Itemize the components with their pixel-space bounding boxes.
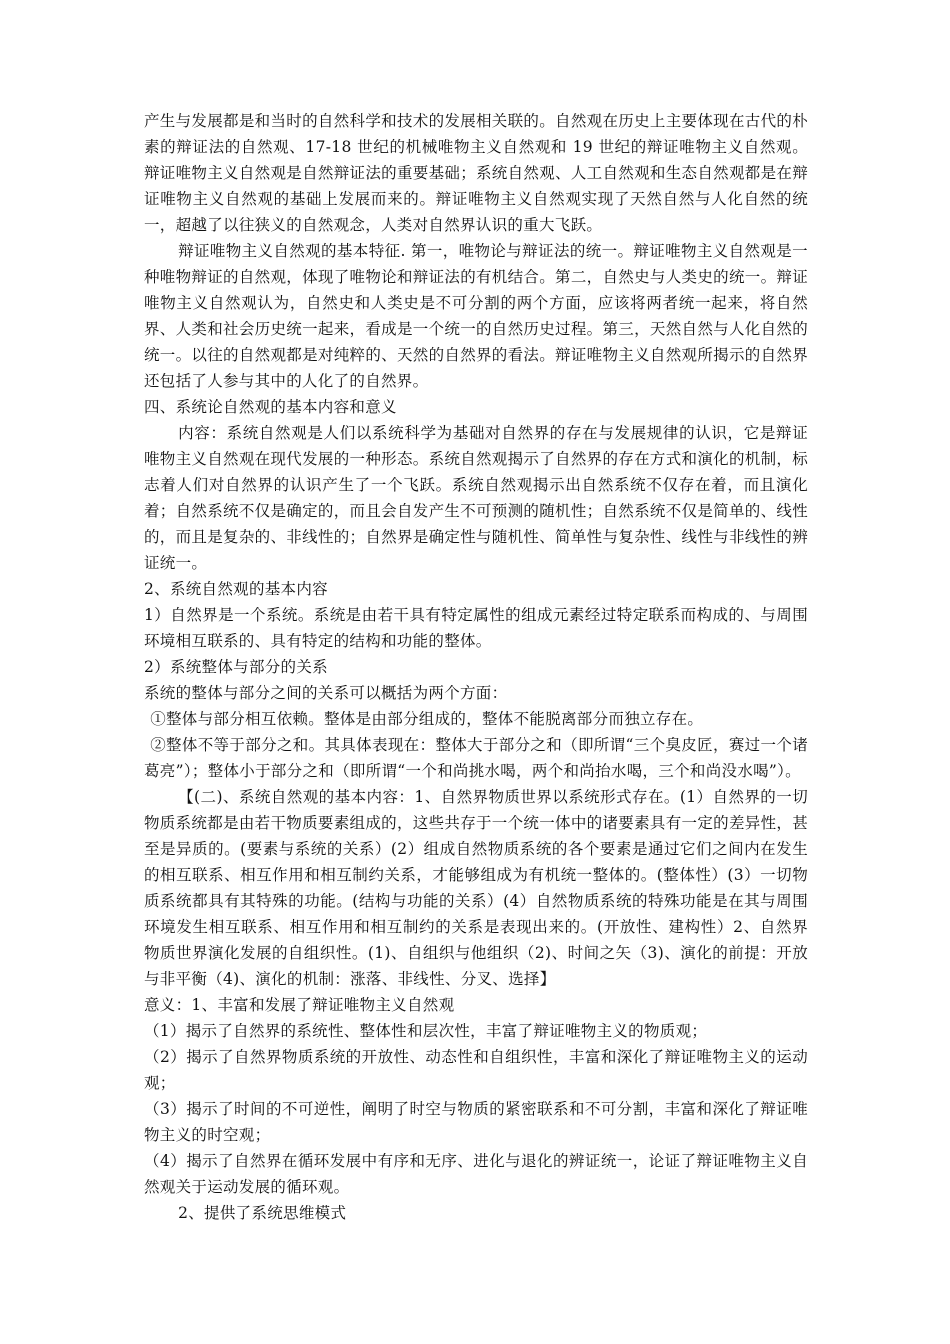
list-item-mutual-dependence: ①整体与部分相互依赖。整体是由部分组成的，整体不能脱离部分而独立存在。 <box>150 710 704 728</box>
list-item-significance-3: （3）揭示了时间的不可逆性，阐明了时空与物质的紧密联系和不可分割，丰富和深化了辩证唯物主义的时空观； <box>144 1100 808 1144</box>
section-heading-four: 四、系统论自然观的基本内容和意义 <box>144 398 397 416</box>
subheading-system-thinking: 2、提供了系统思维模式 <box>178 1204 347 1222</box>
list-item-significance-2: （2）揭示了自然界物质系统的开放性、动态性和自组织性，丰富和深化了辩证唯物主义的运动观； <box>144 1048 808 1092</box>
list-item-whole-not-sum: ②整体不等于部分之和。其具体表现在：整体大于部分之和（即所谓“三个臭皮匠，赛过一个诸葛亮”）；整体小于部分之和（即所谓“一个和尚挑水喝，两个和尚抬水喝，三个和尚没水喝”）。 <box>144 736 808 780</box>
document-body <box>144 108 808 1226</box>
subheading-basic-content: 2、系统自然观的基本内容 <box>144 580 328 598</box>
list-item-significance-4: （4）揭示了自然界在循环发展中有序和无序、进化与退化的辨证统一，论证了辩证唯物主义自然观关于运动发展的循环观。 <box>144 1152 808 1196</box>
paragraph-content-definition: 内容：系统自然观是人们以系统科学为基础对自然界的存在与发展规律的认识，它是辩证唯物主义自然观在现代发展的一种形态。系统自然观揭示了自然界的存在方式和演化的机制，标志着人们对自然界的认识产生了一个飞跃。系统自然观揭示出自然系统不仅存在着，而且演化着；自然系统不仅是确定的，而且会自发产生不可预测的随机性；自然系统不仅是简单的、线性的，而且是复杂的、非线性的；自然界是确定性与随机性、简单性与复杂性、线性与非线性的辨证统一。 <box>144 424 808 572</box>
paragraph-bracketed-summary: 【(二)、系统自然观的基本内容：1、自然界物质世界以系统形式存在。(1）自然界的一切物质系统都是由若干物质要素组成的，这些共存于一个统一体中的诸要素具有一定的差异性，甚至是异质的。(要素与系统的关系）(2）组成自然物质系统的各个要素是通过它们之间内在发生的相互联系、相互作用和相互制约关系，才能够组成为有机统一整体的。(整体性）(3）一切物质系统都具有其特殊的功能。(结构与功能的关系）(4）自然物质系统的特殊功能是在其与周围环境发生相互联系、相互作用和相互制约的关系是表现出来的。(开放性、建构性）2、自然界物质世界演化发展的自组织性。(1)、自组织与他组织（2)、时间之矢（3)、演化的前提：开放与非平衡（4)、演化的机制：涨落、非线性、分叉、选择】 <box>144 788 808 988</box>
paragraph-dialectical-materialism-features: 辩证唯物主义自然观的基本特征. 第一，唯物论与辩证法的统一。辩证唯物主义自然观是一种唯物辩证的自然观，体现了唯物论和辩证法的有机结合。第二，自然史与人类史的统一。辩证唯物主义自然观认为，自然史和人类史是不可分割的两个方面，应该将两者统一起来，将自然界、人类和社会历史统一起来，看成是一个统一的自然历史过程。第三，天然自然与人化自然的统一。以往的自然观都是对纯粹的、天然的自然界的看法。辩证唯物主义自然观所揭示的自然界还包括了人参与其中的人化了的自然界。 <box>144 242 808 390</box>
paragraph-nature-is-system: 1）自然界是一个系统。系统是由若干具有特定属性的组成元素经过特定联系而构成的、与周围环境相互联系的、具有特定的结构和功能的整体。 <box>144 606 808 650</box>
subheading-whole-and-part: 2）系统整体与部分的关系 <box>144 658 328 676</box>
paragraph-whole-part-relation: 系统的整体与部分之间的关系可以概括为两个方面： <box>144 684 508 702</box>
list-item-significance-1: （1）揭示了自然界的系统性、整体性和层次性，丰富了辩证唯物主义的物质观； <box>144 1022 708 1040</box>
subheading-significance: 意义：1、丰富和发展了辩证唯物主义自然观 <box>144 996 455 1014</box>
paragraph-origin-of-natural-views: 产生与发展都是和当时的自然科学和技术的发展相关联的。自然观在历史上主要体现在古代的朴素的辩证法的自然观、17-18 世纪的机械唯物主义自然观和 19 世纪的辩证唯物主义自然观。辩证唯物主义自然观是自然辩证法的重要基础；系统自然观、人工自然观和生态自然观都是在辩证唯物主义自然观的基础上发展而来的。辩证唯物主义自然观实现了天然自然与人化自然的统一，超越了以往狭义的自然观念，人类对自然界认识的重大飞跃。 <box>144 112 808 234</box>
